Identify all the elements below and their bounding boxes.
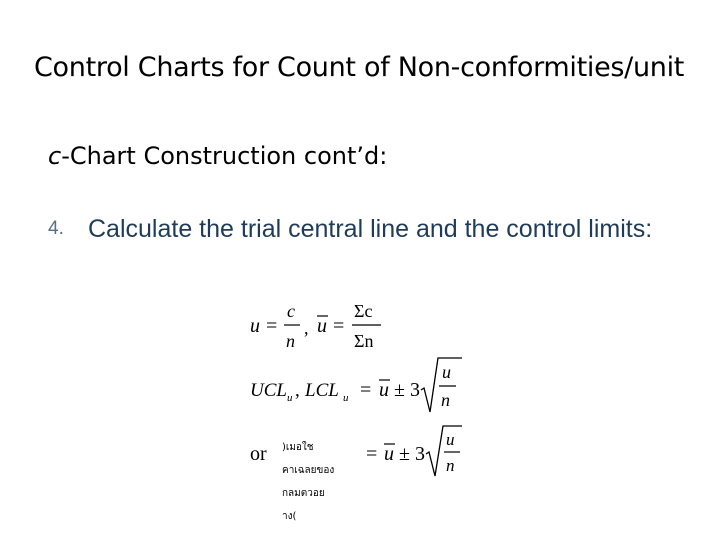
f1-equals-2: = (333, 315, 345, 337)
f2-ubar: u (379, 379, 389, 401)
f1-sum-denominator: Σn (354, 331, 374, 351)
f3-ubar: u (384, 443, 394, 465)
formula-note (282, 436, 362, 528)
step-text: Calculate the trial central line and the control limits: (88, 215, 653, 243)
f3-radical-numerator: u (446, 430, 455, 449)
f2-lcl-sub: u (343, 392, 349, 404)
formula-control-limits (250, 358, 462, 412)
slide-title: Control Charts for Count of Non-conformities/unit (34, 52, 685, 83)
f3-radical-denominator: n (446, 456, 455, 475)
f3-plus-minus: ± (399, 443, 410, 465)
f2-radical-numerator: u (442, 362, 451, 382)
formula-u-definition (250, 301, 381, 351)
note-line: กลมตวอย (282, 488, 325, 499)
f1-denominator: n (286, 331, 295, 351)
note-line: คาเฉลยของ (282, 465, 335, 476)
f2-ucl-sub: u (287, 392, 293, 404)
f1-sum-numerator: Σc (354, 301, 373, 321)
f1-equals: = (266, 315, 278, 337)
f1-comma: , (304, 318, 309, 338)
slide-subtitle (48, 140, 387, 172)
f2-comma: , (295, 380, 300, 401)
f2-lcl: LCL (305, 380, 339, 401)
f2-radical-denominator: n (441, 390, 450, 410)
note-line: )เมอใช (282, 442, 314, 453)
f3-or: or (250, 443, 267, 465)
f2-plus-minus: ± (394, 379, 405, 401)
subtitle-italic-c: c (48, 142, 62, 170)
f3-three: 3 (415, 443, 425, 465)
f1-ubar: u (317, 315, 327, 337)
note-line: าง( (282, 511, 297, 522)
f2-three: 3 (410, 379, 420, 401)
f2-equals: = (360, 379, 372, 401)
f1-numerator: c (287, 301, 295, 321)
step-number: 4. (48, 218, 64, 239)
f2-ucl: UCL (250, 380, 287, 401)
f3-radical-sign (426, 426, 462, 476)
f1-lhs: u (250, 315, 260, 337)
subtitle-rest: -Chart Construction cont’d: (61, 142, 388, 170)
f3-equals: = (366, 443, 378, 465)
